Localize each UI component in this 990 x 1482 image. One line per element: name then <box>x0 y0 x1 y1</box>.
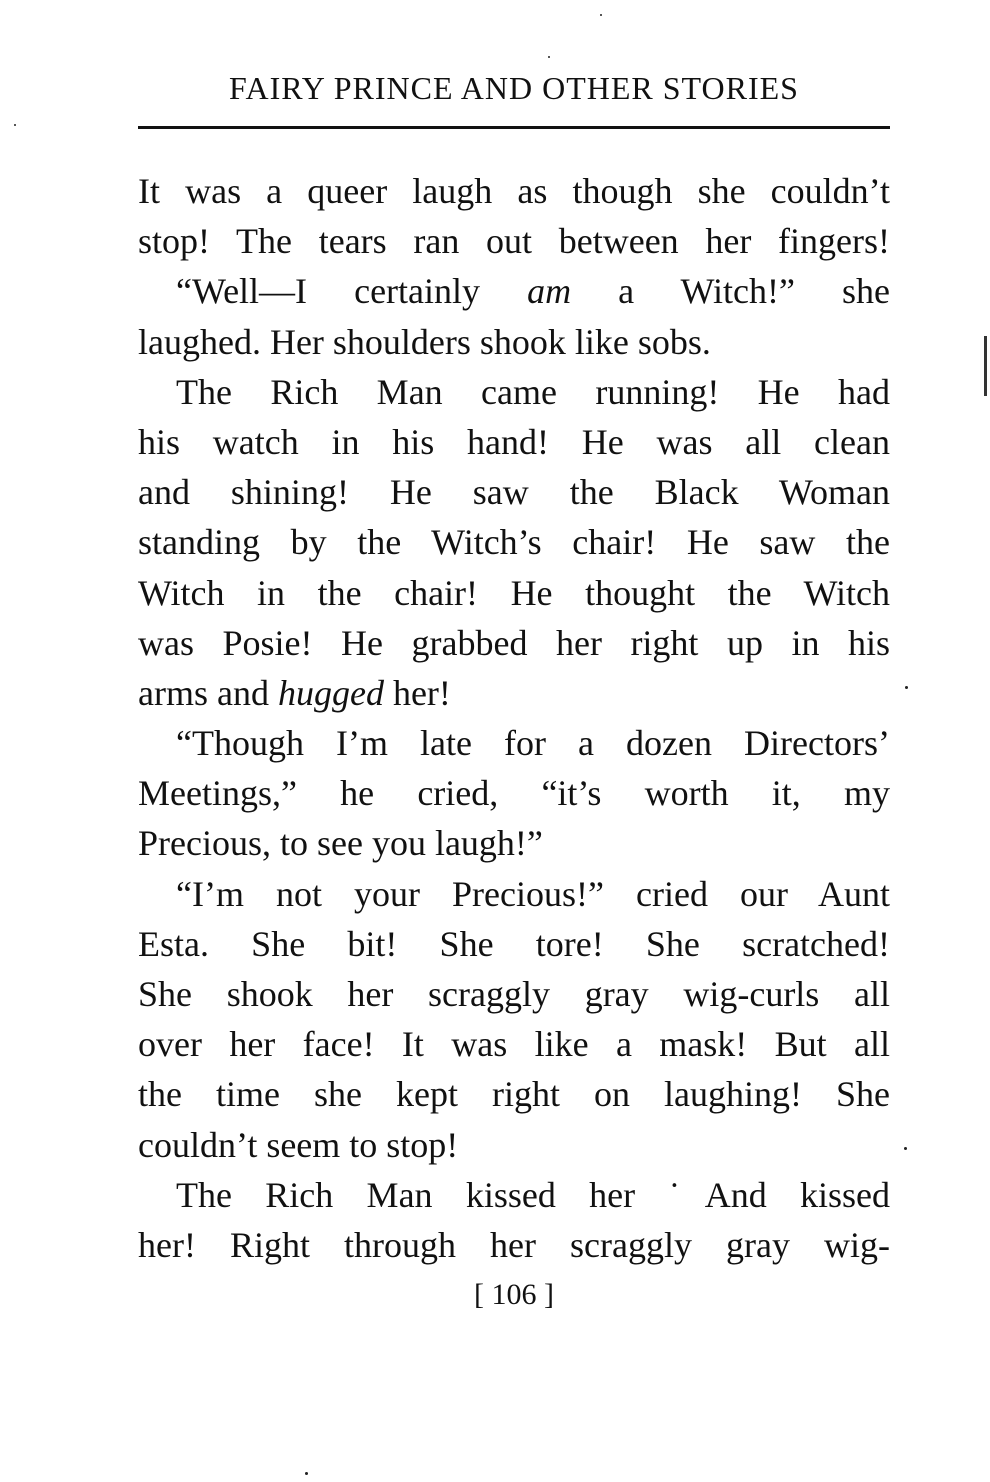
text-segment: arms and <box>138 672 278 713</box>
text-line: “Though I’m late for a dozen Directors’ <box>176 723 890 764</box>
text-line: her! Right through her scraggly gray wig- <box>138 1224 890 1265</box>
text-segment: her! <box>383 672 451 713</box>
text-line: standing by the Witch’s chair! He saw the <box>138 522 890 563</box>
page-number: [ 106 ] <box>474 1278 554 1311</box>
text-segment: a Witch!” she <box>571 271 890 312</box>
text-segment: “Well—I certainly <box>176 271 528 312</box>
scan-speck <box>305 1472 308 1475</box>
text-line: Esta. She bit! She tore! She scratched! <box>138 923 890 964</box>
text-line: The Rich Man came running! He had <box>176 371 890 412</box>
emphasis-hugged: hugged <box>277 672 384 713</box>
text-line: Meetings,” he cried, “it’s worth it, my <box>138 773 890 814</box>
text-line: Witch in the chair! He thought the Witch <box>138 572 890 613</box>
text-line: the time she kept right on laughing! She <box>138 1074 890 1115</box>
text-line: couldn’t seem to stop! <box>138 1124 459 1165</box>
text-line: stop! The tears ran out between her fingers! <box>138 221 890 262</box>
text-line <box>138 266 890 316</box>
text-line: over her face! It was like a mask! But all <box>138 1024 890 1065</box>
scan-speck <box>904 1147 907 1150</box>
text-line: It was a queer laugh as though she couldn’t <box>138 171 890 211</box>
body-text <box>138 166 890 1270</box>
text-line: and shining! He saw the Black Woman <box>138 472 890 513</box>
text-line: Precious, to see you laugh!” <box>138 823 543 864</box>
text-line: The Rich Man kissed her ˙And kissed <box>176 1174 890 1215</box>
text-line <box>138 668 890 718</box>
scan-speck <box>905 686 908 689</box>
text-line: his watch in his hand! He was all clean <box>138 421 890 462</box>
text-line: “I’m not your Precious!” cried our Aunt <box>176 873 890 914</box>
margin-mark <box>984 336 987 396</box>
running-head: FAIRY PRINCE AND OTHER STORIES <box>229 70 799 106</box>
text-line: was Posie! He grabbed her right up in his <box>138 622 890 663</box>
scan-speck <box>14 124 16 126</box>
text-line: She shook her scraggly gray wig-curls all <box>138 974 890 1014</box>
text-line: laughed. Her shoulders shook like sobs. <box>138 321 711 362</box>
scan-speck <box>548 56 550 58</box>
scan-speck <box>600 14 602 16</box>
emphasis-am: am <box>527 271 572 312</box>
header-rule <box>138 126 890 129</box>
